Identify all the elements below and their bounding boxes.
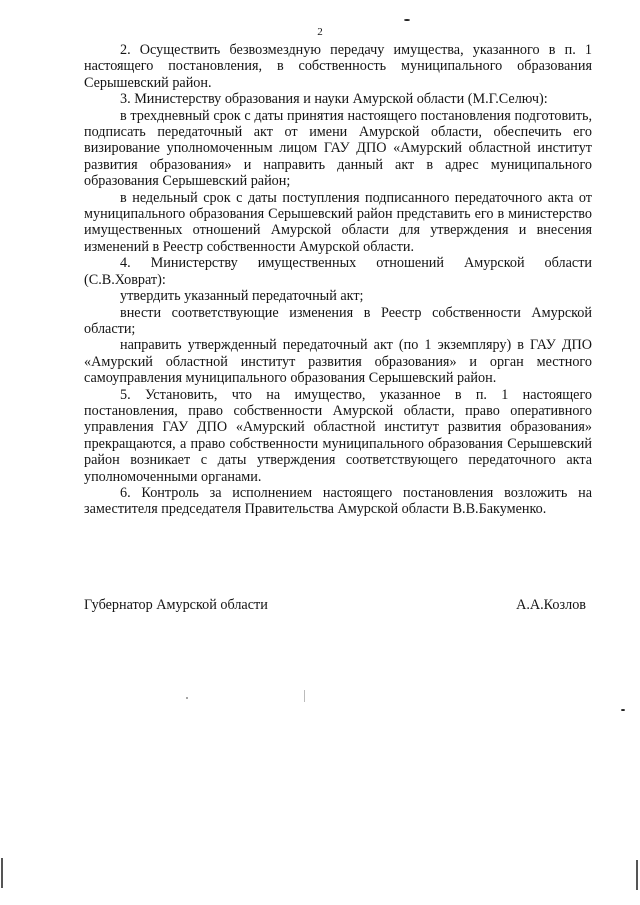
scan-speck <box>186 697 188 699</box>
scan-speck <box>404 19 410 21</box>
paragraph-item-4-sub-3: направить утвержденный передаточный акт (по 1 экземпляру) в ГАУ ДПО «Амурский областной институт развития образования» и орган местного самоуправления муниципального образования Серышевский район. <box>84 337 592 387</box>
scan-speck <box>1 858 3 888</box>
signatory-name: А.А.Козлов <box>516 597 586 613</box>
signatory-title: Губернатор Амурской области <box>84 597 268 613</box>
paragraph-item-4-sub-2: внести соответствующие изменения в Реестр собственности Амурской области; <box>84 304 592 337</box>
paragraph-item-3-sub-1: в трехдневный срок с даты принятия настоящего постановления подготовить, подписать передаточный акт от имени Амурской области, обеспечить его визирование уполномоченным лицом ГАУ ДПО «Амурский областной институт развития образования» и направить данный акт в адрес муниципального образования Серышевский район; <box>84 107 592 190</box>
paragraph-item-3: 3. Министерству образования и науки Амурской области (М.Г.Селюч): <box>120 91 548 108</box>
paragraph-item-4-sub-1: утвердить указанный передаточный акт; <box>120 288 364 305</box>
scan-speck <box>304 690 305 702</box>
paragraph-item-6: 6. Контроль за исполнением настоящего постановления возложить на заместителя председателя Правительства Амурской области В.В.Бакуменко. <box>84 484 592 518</box>
scan-speck <box>621 709 625 711</box>
paragraph-item-3-sub-2: в недельный срок с даты поступления подписанного передаточного акта от муниципального образования Серышевский район представить его в министерство имущественных отношений Амурской области для утверждения и внесения изменений в Реестр собственности Амурской области. <box>84 189 592 255</box>
paragraph-item-5: 5. Установить, что на имущество, указанное в п. 1 настоящего постановления, право собственности Амурской области, право оперативного управления ГАУ ДПО «Амурский областной институт развития образования» прекращаются, а право собственности муниципального образования Серышевский район возникает с даты утверждения соответствующего передаточного акта уполномоченными органами. <box>84 386 592 485</box>
document-body <box>84 42 592 518</box>
page-number: 2 <box>317 26 323 38</box>
scan-speck <box>636 860 638 890</box>
paragraph-item-4: 4. Министерству имущественных отношений Амурской области (С.В.Ховрат): <box>84 255 592 288</box>
paragraph-item-2: 2. Осуществить безвозмездную передачу имущества, указанного в п. 1 настоящего постановления, в собственность муниципального образования Серышевский район. <box>84 42 592 91</box>
